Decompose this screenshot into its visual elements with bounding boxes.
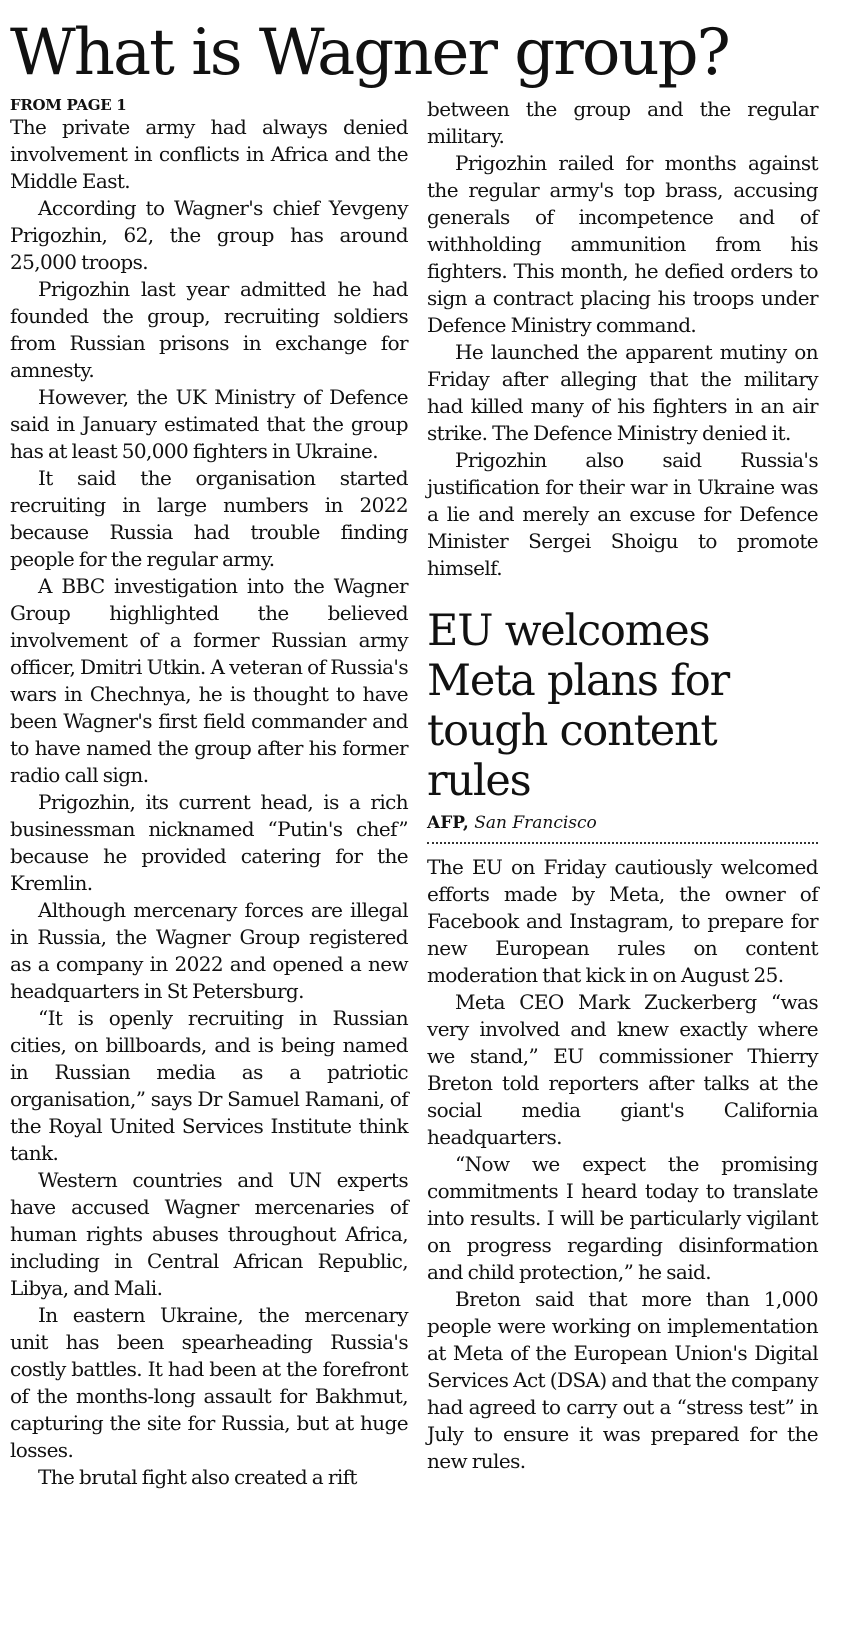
meta-byline <box>427 812 818 844</box>
wagner-paragraph-9: “It is openly recruiting in Russian cities, on billboards, and is being named in Russian media as a patriotic organisation,” says Dr Samuel Ramani, of the Royal United Services Institute think tank. <box>10 1006 408 1165</box>
wagner-paragraph-10: Western countries and UN experts have accused Wagner mercenaries of human rights abuses throughout Africa, including in Central African Republic, Libya, and Mali. <box>10 1168 408 1300</box>
byline-spacer <box>427 844 818 854</box>
wagner-paragraph-15: He launched the apparent mutiny on Friday after alleging that the military had killed many of his fighters in an air strike. The Defence Ministry denied it. <box>427 340 818 445</box>
meta-paragraph-2: Meta CEO Mark Zuckerberg “was very involved and knew exactly where we stand,” EU commissioner Thierry Breton told reporters after talks at the social media giant's California headquarters. <box>427 990 818 1149</box>
meta-paragraph-3: “Now we expect the promising commitments I heard today to translate into results. I will be particularly vigilant on progress regarding disinformation and child protection,” he said. <box>427 1152 818 1284</box>
wagner-paragraph-1: The private army had always denied involvement in conflicts in Africa and the Middle East. <box>10 115 408 193</box>
meta-paragraph-1: The EU on Friday cautiously welcomed efforts made by Meta, the owner of Facebook and Instagram, to prepare for new European rules on content moderation that kick in on August 25. <box>427 855 818 987</box>
wagner-paragraph-8: Although mercenary forces are illegal in Russia, the Wagner Group registered as a company in 2022 and opened a new headquarters in St Petersburg. <box>10 898 408 1003</box>
wagner-paragraph-4: However, the UK Ministry of Defence said in January estimated that the group has at least 50,000 fighters in Ukraine. <box>10 385 408 463</box>
meta-headline: EU welcomes Meta plans for tough content rules <box>427 606 729 806</box>
wagner-headline: What is Wagner group? <box>10 16 729 90</box>
wagner-paragraph-14: Prigozhin railed for months against the regular army's top brass, accusing generals of incompetence and of withholding ammunition from his fighters. This month, he defied orders to sign a contract placing his troops under Defence Ministry command. <box>427 151 818 337</box>
wagner-paragraph-11: In eastern Ukraine, the mercenary unit has been spearheading Russia's costly battles. It had been at the forefront of the months-long assault for Bakhmut, capturing the site for Russia, but at huge losses. <box>10 1303 408 1462</box>
wagner-paragraph-7: Prigozhin, its current head, is a rich businessman nicknamed “Putin's chef” because he provided catering for the Kremlin. <box>10 790 408 895</box>
byline-place: San Francisco <box>474 813 597 833</box>
wagner-paragraph-3: Prigozhin last year admitted he had founded the group, recruiting soldiers from Russian prisons in exchange for amnesty. <box>10 277 408 382</box>
wagner-paragraph-13: between the group and the regular military. <box>427 97 818 148</box>
wagner-paragraph-16: Prigozhin also said Russia's justification for their war in Ukraine was a lie and merely an excuse for Defence Minister Sergei Shoigu to promote himself. <box>427 448 818 580</box>
wagner-paragraph-5: It said the organisation started recruiting in large numbers in 2022 because Russia had trouble finding people for the regular army. <box>10 466 408 571</box>
from-page-kicker: FROM PAGE 1 <box>10 96 127 114</box>
wagner-paragraph-6: A BBC investigation into the Wagner Group highlighted the believed involvement of a former Russian army officer, Dmitri Utkin. A veteran of Russia's wars in Chechnya, he is thought to have been Wagner's first field commander and to have named the group after his former radio call sign. <box>10 574 408 787</box>
left-column <box>10 96 408 1491</box>
wagner-paragraph-2: According to Wagner's chief Yevgeny Prigozhin, 62, the group has around 25,000 troops. <box>10 196 408 274</box>
byline-agency: AFP, <box>427 813 469 833</box>
wagner-paragraph-12: The brutal fight also created a rift <box>38 1465 357 1489</box>
meta-paragraph-4: Breton said that more than 1,000 people were working on implementation at Meta of the European Union's Digital Services Act (DSA) and that the company had agreed to carry out a “stress test” in July to ensure it was prepared for the new rules. <box>427 1287 818 1473</box>
right-column <box>427 96 818 1475</box>
